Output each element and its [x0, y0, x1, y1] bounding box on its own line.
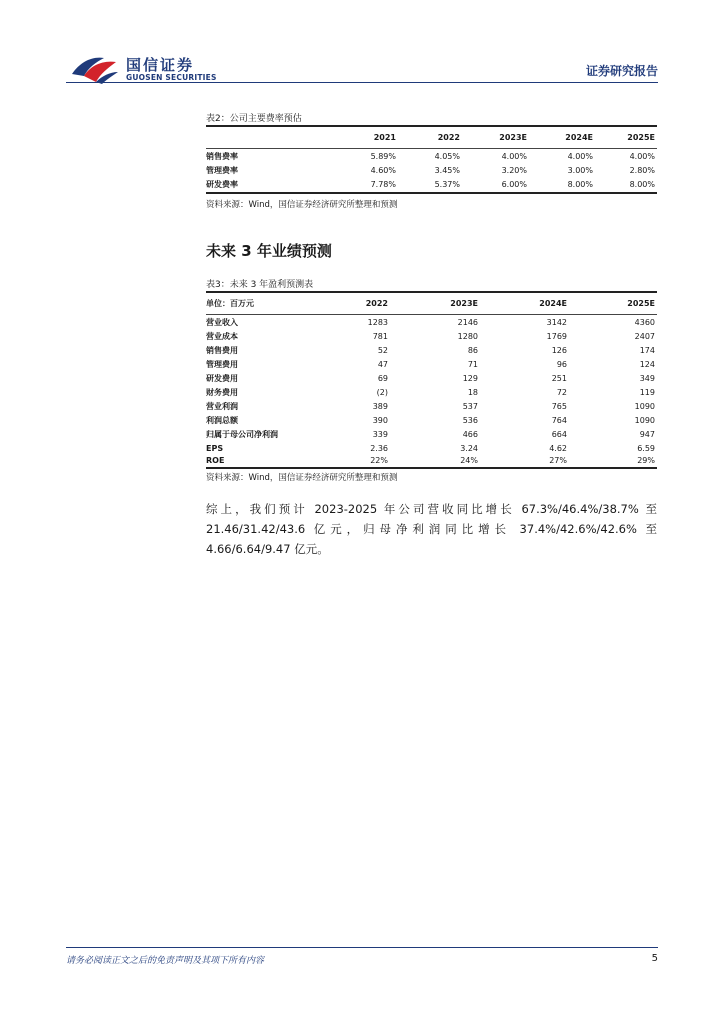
table-cell: 1280: [457, 332, 478, 341]
table2-col-header: 2023E: [499, 133, 527, 142]
table-cell: 69: [377, 374, 388, 383]
table-row: [206, 164, 657, 177]
row-label: 利润总额: [206, 416, 238, 425]
summary-paragraph: [206, 499, 657, 559]
table-cell: 3.45%: [434, 166, 460, 175]
table-cell: 18: [467, 388, 478, 397]
table3-header-row: [206, 297, 657, 310]
table3-source-note: 资料来源：Wind，国信证券经济研究所整理和预测: [206, 473, 398, 483]
table-cell: 765: [551, 402, 567, 411]
table-cell: 24%: [460, 456, 478, 465]
table-cell: 22%: [370, 456, 388, 465]
table-cell: 129: [462, 374, 478, 383]
table3-top-rule: [206, 291, 657, 293]
table-cell: 389: [372, 402, 388, 411]
table-cell: 4360: [634, 318, 655, 327]
table-cell: 7.78%: [370, 180, 396, 189]
table-row: [206, 178, 657, 191]
table-cell: 4.60%: [370, 166, 396, 175]
table-row: [206, 150, 657, 163]
row-label: 营业收入: [206, 318, 238, 327]
row-label: 研发费用: [206, 374, 238, 383]
guosen-logo-icon: [70, 52, 120, 84]
table-cell: (2): [376, 388, 388, 397]
table-cell: 3.24: [460, 444, 478, 453]
table-cell: 5.37%: [434, 180, 460, 189]
table3-unit-label: 单位：百万元: [206, 299, 254, 308]
table2-bottom-rule: [206, 192, 657, 194]
table-cell: 2407: [634, 332, 655, 341]
table-cell: 390: [372, 416, 388, 425]
table-row: [206, 386, 657, 399]
table-cell: 466: [462, 430, 478, 439]
table-cell: 339: [372, 430, 388, 439]
table-cell: 124: [639, 360, 655, 369]
table-cell: 8.00%: [567, 180, 593, 189]
table-cell: 4.05%: [434, 152, 460, 161]
table-row: [206, 414, 657, 427]
table-cell: 3142: [546, 318, 567, 327]
table2-expense-ratios: [206, 124, 657, 196]
table-cell: 2.36: [370, 444, 388, 453]
table-cell: 3.20%: [501, 166, 527, 175]
row-label: 营业利润: [206, 402, 238, 411]
summary-line: 21.46/31.42/43.6 亿元，归母净利润同比增长 37.4%/42.6%/42.6% 至: [206, 522, 657, 536]
table-cell: 664: [551, 430, 567, 439]
row-label: 归属于母公司净利润: [206, 430, 278, 439]
table2-col-header: 2025E: [627, 133, 655, 142]
table2-col-header: 2024E: [565, 133, 593, 142]
disclaimer-note: 请务必阅读正文之后的免责声明及其项下所有内容: [66, 956, 265, 966]
table-cell: 536: [462, 416, 478, 425]
table-cell: 174: [639, 346, 655, 355]
table-cell: 29%: [637, 456, 655, 465]
table-cell: 3.00%: [567, 166, 593, 175]
page-number: 5: [651, 953, 658, 964]
table-row: [206, 358, 657, 371]
table-cell: 4.00%: [629, 152, 655, 161]
table-cell: 86: [467, 346, 478, 355]
table-cell: 4.00%: [567, 152, 593, 161]
table-cell: 1090: [634, 416, 655, 425]
summary-line: 4.66/6.64/9.47 亿元。: [206, 542, 329, 556]
table-row: [206, 400, 657, 413]
table2-header-rule: [206, 148, 657, 149]
table3-header-rule: [206, 314, 657, 315]
table-cell: 52: [377, 346, 388, 355]
table-cell: 27%: [549, 456, 567, 465]
table-cell: 2146: [457, 318, 478, 327]
logo-english-text: GUOSEN SECURITIES: [126, 73, 217, 82]
table-row: [206, 428, 657, 441]
table-cell: 6.59: [637, 444, 655, 453]
summary-line: 综上，我们预计 2023-2025 年公司营收同比增长 67.3%/46.4%/38.7% 至: [206, 502, 657, 516]
table-cell: 349: [639, 374, 655, 383]
table-row: [206, 454, 657, 467]
table-cell: 947: [639, 430, 655, 439]
table-cell: 96: [556, 360, 567, 369]
table-cell: 251: [551, 374, 567, 383]
row-label: 研发费率: [206, 180, 238, 189]
table-cell: 4.62: [549, 444, 567, 453]
row-label: 销售费率: [206, 152, 238, 161]
table2-header-row: [206, 131, 657, 144]
row-label: 财务费用: [206, 388, 238, 397]
table3-col-header: 2023E: [450, 299, 478, 308]
row-label: EPS: [206, 444, 224, 453]
section-title: 未来 3 年业绩预测: [206, 242, 332, 260]
table2-col-header: 2021: [373, 133, 396, 142]
table-row: [206, 344, 657, 357]
row-label: 管理费率: [206, 166, 238, 175]
report-type-title: 证券研究报告: [585, 64, 658, 78]
table-cell: 1090: [634, 402, 655, 411]
table-cell: 6.00%: [501, 180, 527, 189]
table3-col-header: 2024E: [539, 299, 567, 308]
footer-divider: [66, 947, 658, 948]
table-cell: 71: [467, 360, 478, 369]
table2-col-header: 2022: [437, 133, 460, 142]
table2-source-note: 资料来源：Wind，国信证券经济研究所整理和预测: [206, 200, 398, 210]
table-cell: 8.00%: [629, 180, 655, 189]
table2-caption: 表2：公司主要费率预估: [206, 114, 302, 124]
table-cell: 781: [372, 332, 388, 341]
table-cell: 1769: [546, 332, 567, 341]
table-cell: 1283: [367, 318, 388, 327]
table-row: [206, 330, 657, 343]
table-row: [206, 316, 657, 329]
row-label: 销售费用: [206, 346, 238, 355]
table3-caption: 表3：未来 3 年盈利预测表: [206, 280, 314, 290]
row-label: 营业成本: [206, 332, 238, 341]
table-cell: 764: [551, 416, 567, 425]
table-cell: 72: [556, 388, 567, 397]
table-row: [206, 372, 657, 385]
table3-bottom-rule: [206, 467, 657, 469]
table3-col-header: 2025E: [627, 299, 655, 308]
table-cell: 126: [551, 346, 567, 355]
table3-profit-forecast: [206, 290, 657, 468]
logo-chinese-text: 国信证券: [126, 56, 195, 74]
table2-top-rule: [206, 125, 657, 127]
table-cell: 2.80%: [629, 166, 655, 175]
table-cell: 537: [462, 402, 478, 411]
table-cell: 47: [377, 360, 388, 369]
row-label: 管理费用: [206, 360, 238, 369]
table3-col-header: 2022: [365, 299, 388, 308]
table-cell: 4.00%: [501, 152, 527, 161]
row-label: ROE: [206, 456, 225, 465]
table-cell: 5.89%: [370, 152, 396, 161]
table-cell: 119: [639, 388, 655, 397]
header-divider: [66, 82, 658, 83]
